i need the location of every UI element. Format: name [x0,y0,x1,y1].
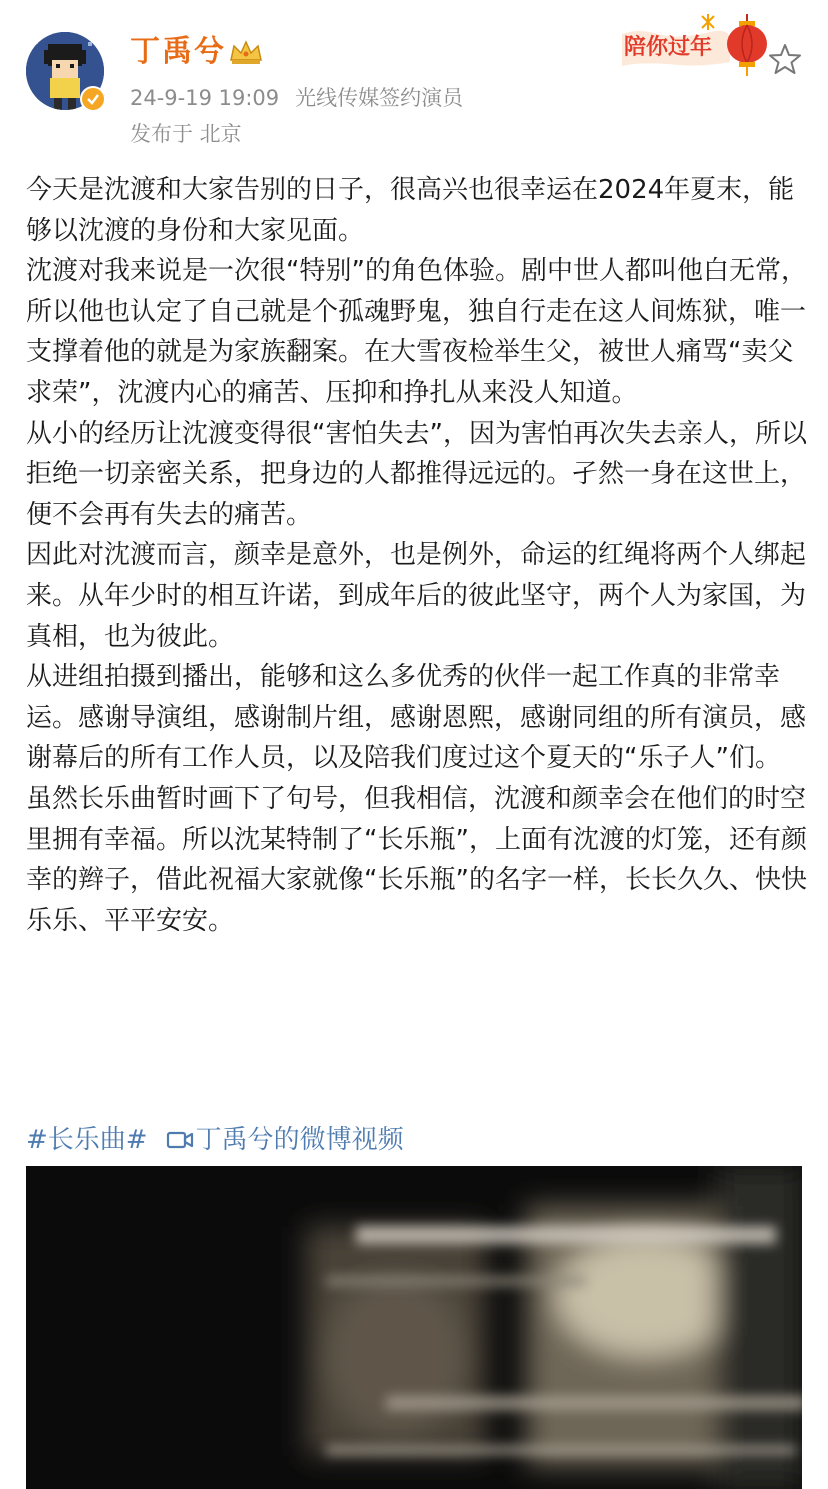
post-header [0,0,828,160]
video-link-label: 丁禹兮的微博视频 [195,1125,404,1155]
video-player[interactable] [26,1166,802,1489]
video-thumbnail [26,1166,802,1489]
star-icon[interactable] [768,42,802,76]
new-year-badge[interactable] [618,12,778,76]
post-meta [130,84,463,112]
post-paragraph: 沈渡对我来说是一次很“特别”的角色体验。剧中世人都叫他白无常，所以他也认定了自己就是个孤魂野鬼，独自行走在这人间炼狱，唯一支撑着他的就是为家族翻案。在大雪夜检举生父，被世人痛骂“卖父求荣”，沈渡内心的痛苦、压抑和挣扎从来没人知道。 [26,256,807,408]
post-timestamp: 24-9-19 19:09 [130,86,280,110]
post-paragraph: 从进组拍摄到播出，能够和这么多优秀的伙伴一起工作真的非常幸运。感谢导演组，感谢制片组，感谢恩熙，感谢同组的所有演员，感谢幕后的所有工作人员，以及陪我们度过这个夏天的“乐子人”们。 [26,662,807,774]
username[interactable]: 丁禹兮 [130,34,226,69]
post-paragraph: 虽然长乐曲暂时画下了句号，但我相信，沈渡和颜幸会在他们的时空里拥有幸福。所以沈某特制了“长乐瓶”，上面有沈渡的灯笼，还有颜幸的辫子，借此祝福大家就像“长乐瓶”的名字一样，长长久久、快快乐乐、平平安安。 [26,783,807,936]
video-link[interactable] [166,1125,404,1155]
video-icon [166,1129,194,1151]
post-paragraph: 因此对沈渡而言，颜幸是意外，也是例外，命运的红绳将两个人绑起来。从年少时的相互许诺，到成年后的彼此坚守，两个人为家国，为真相，也为彼此。 [26,540,807,652]
post-location: 发布于 北京 [130,122,242,146]
verified-icon [80,86,106,112]
crown-icon[interactable] [228,38,264,66]
post-paragraph: 今天是沈渡和大家告别的日子，很高兴也很幸运在2024年夏末，能够以沈渡的身份和大家见面。 [26,175,795,246]
hashtag-link[interactable]: #长乐曲# [26,1125,148,1155]
post-paragraph: 从小的经历让沈渡变得很“害怕失去”，因为害怕再次失去亲人，所以拒绝一切亲密关系，把身边的人都推得远远的。孑然一身在这世上，便不会再有失去的痛苦。 [26,418,807,530]
post-body [26,170,810,941]
post-links [26,1120,404,1160]
post-source: 光线传媒签约演员 [295,86,464,110]
lantern-icon [722,14,772,76]
badge-text: 陪你过年 [624,34,713,59]
